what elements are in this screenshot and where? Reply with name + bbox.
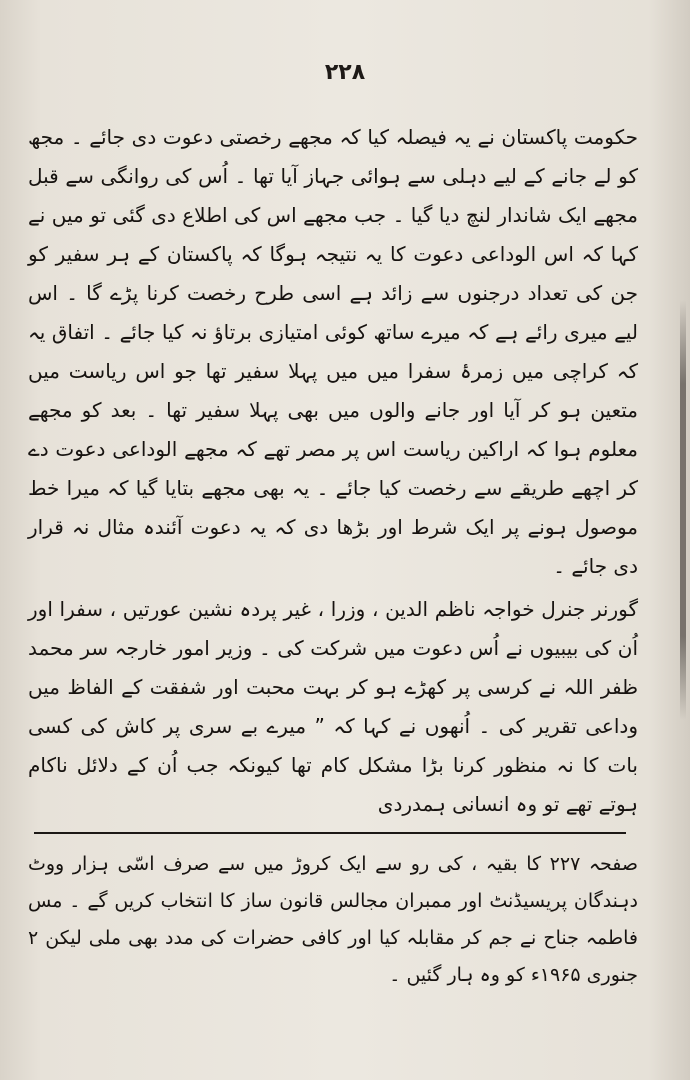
body-text [28,118,638,824]
paragraph-1: حکومت پاکستان نے یہ فیصلہ کیا کہ مجھے رخصتی دعوت دی جائے ۔ مجھ کو لے جانے کے لیے دہلی سے ہوائی جہاز آیا تھا ۔ اُس کی روانگی سے قبل مجھے ایک شاندار لنچ دیا گیا ۔ جب مجھے اس کی اطلاع دی گئی تو میں نے کہا کہ اس الوداعی دعوت کا یہ نتیجہ ہوگا کہ پاکستان کے ہر سفیر کو جن کی تعداد درجنوں سے زائد ہے اسی طرح رخصت کرنا پڑے گا ۔ اس لیے میری رائے ہے کہ میرے ساتھ کوئی امتیازی برتاؤ نہ کیا جائے ۔ اتفاق یہ کہ کراچی میں زمرۂ سفرا میں میں پہلا سفیر تھا جو اس ریاست میں متعین ہو کر آیا اور جانے والوں میں بھی پہلا سفیر تھا ۔ بعد کو مجھے معلوم ہوا کہ اراکین ریاست اس پر مصر تھے کہ مجھے الوداعی دعوت دے کر اچھے طریقے سے رخصت کیا جائے ۔ یہ بھی مجھے بتایا گیا کہ میرا خط موصول ہونے پر ایک شرط اور بڑھا دی کہ یہ دعوت آئندہ مثال نہ قرار دی جائے ۔ [28,125,638,578]
binding-edge-shadow [680,300,686,720]
page-number: ۲۲۸ [324,60,366,85]
footnote-divider [34,832,626,834]
footnote-text: صفحہ ۲۲۷ کا بقیہ ، کی رو سے ایک کروڑ میں سے صرف اسّی ہزار ووٹ دہندگان پریسیڈنٹ اور ممبران مجالس قانون ساز کا انتخاب کریں گے ۔ مس فاطمہ جناح نے جم کر مقابلہ کیا اور کافی حضرات کی مدد بھی ملی لیکن ۲ جنوری ۱۹۶۵ء کو وہ ہار گئیں ۔ [28,853,639,986]
footnote [28,846,638,994]
paragraph-2: گورنر جنرل خواجہ ناظم الدین ، وزرا ، غیر پردہ نشین عورتیں ، سفرا اور اُن کی بیبیوں نے اُس دعوت میں شرکت کی ۔ وزیر امور خارجہ سر محمد ظفر اللہ نے کرسی پر کھڑے ہو کر بہت محبت اور شفقت کے الفاظ میں وداعی تقریر کی ۔ اُنھوں نے کہا کہ ” میرے بے سری پر کاش کی کسی بات کا نہ منظور کرنا بڑا مشکل کام تھا کیونکہ جب اُن کے دلائل ناکام ہوتے تھے تو وہ انسانی ہمدردی [28,597,638,816]
